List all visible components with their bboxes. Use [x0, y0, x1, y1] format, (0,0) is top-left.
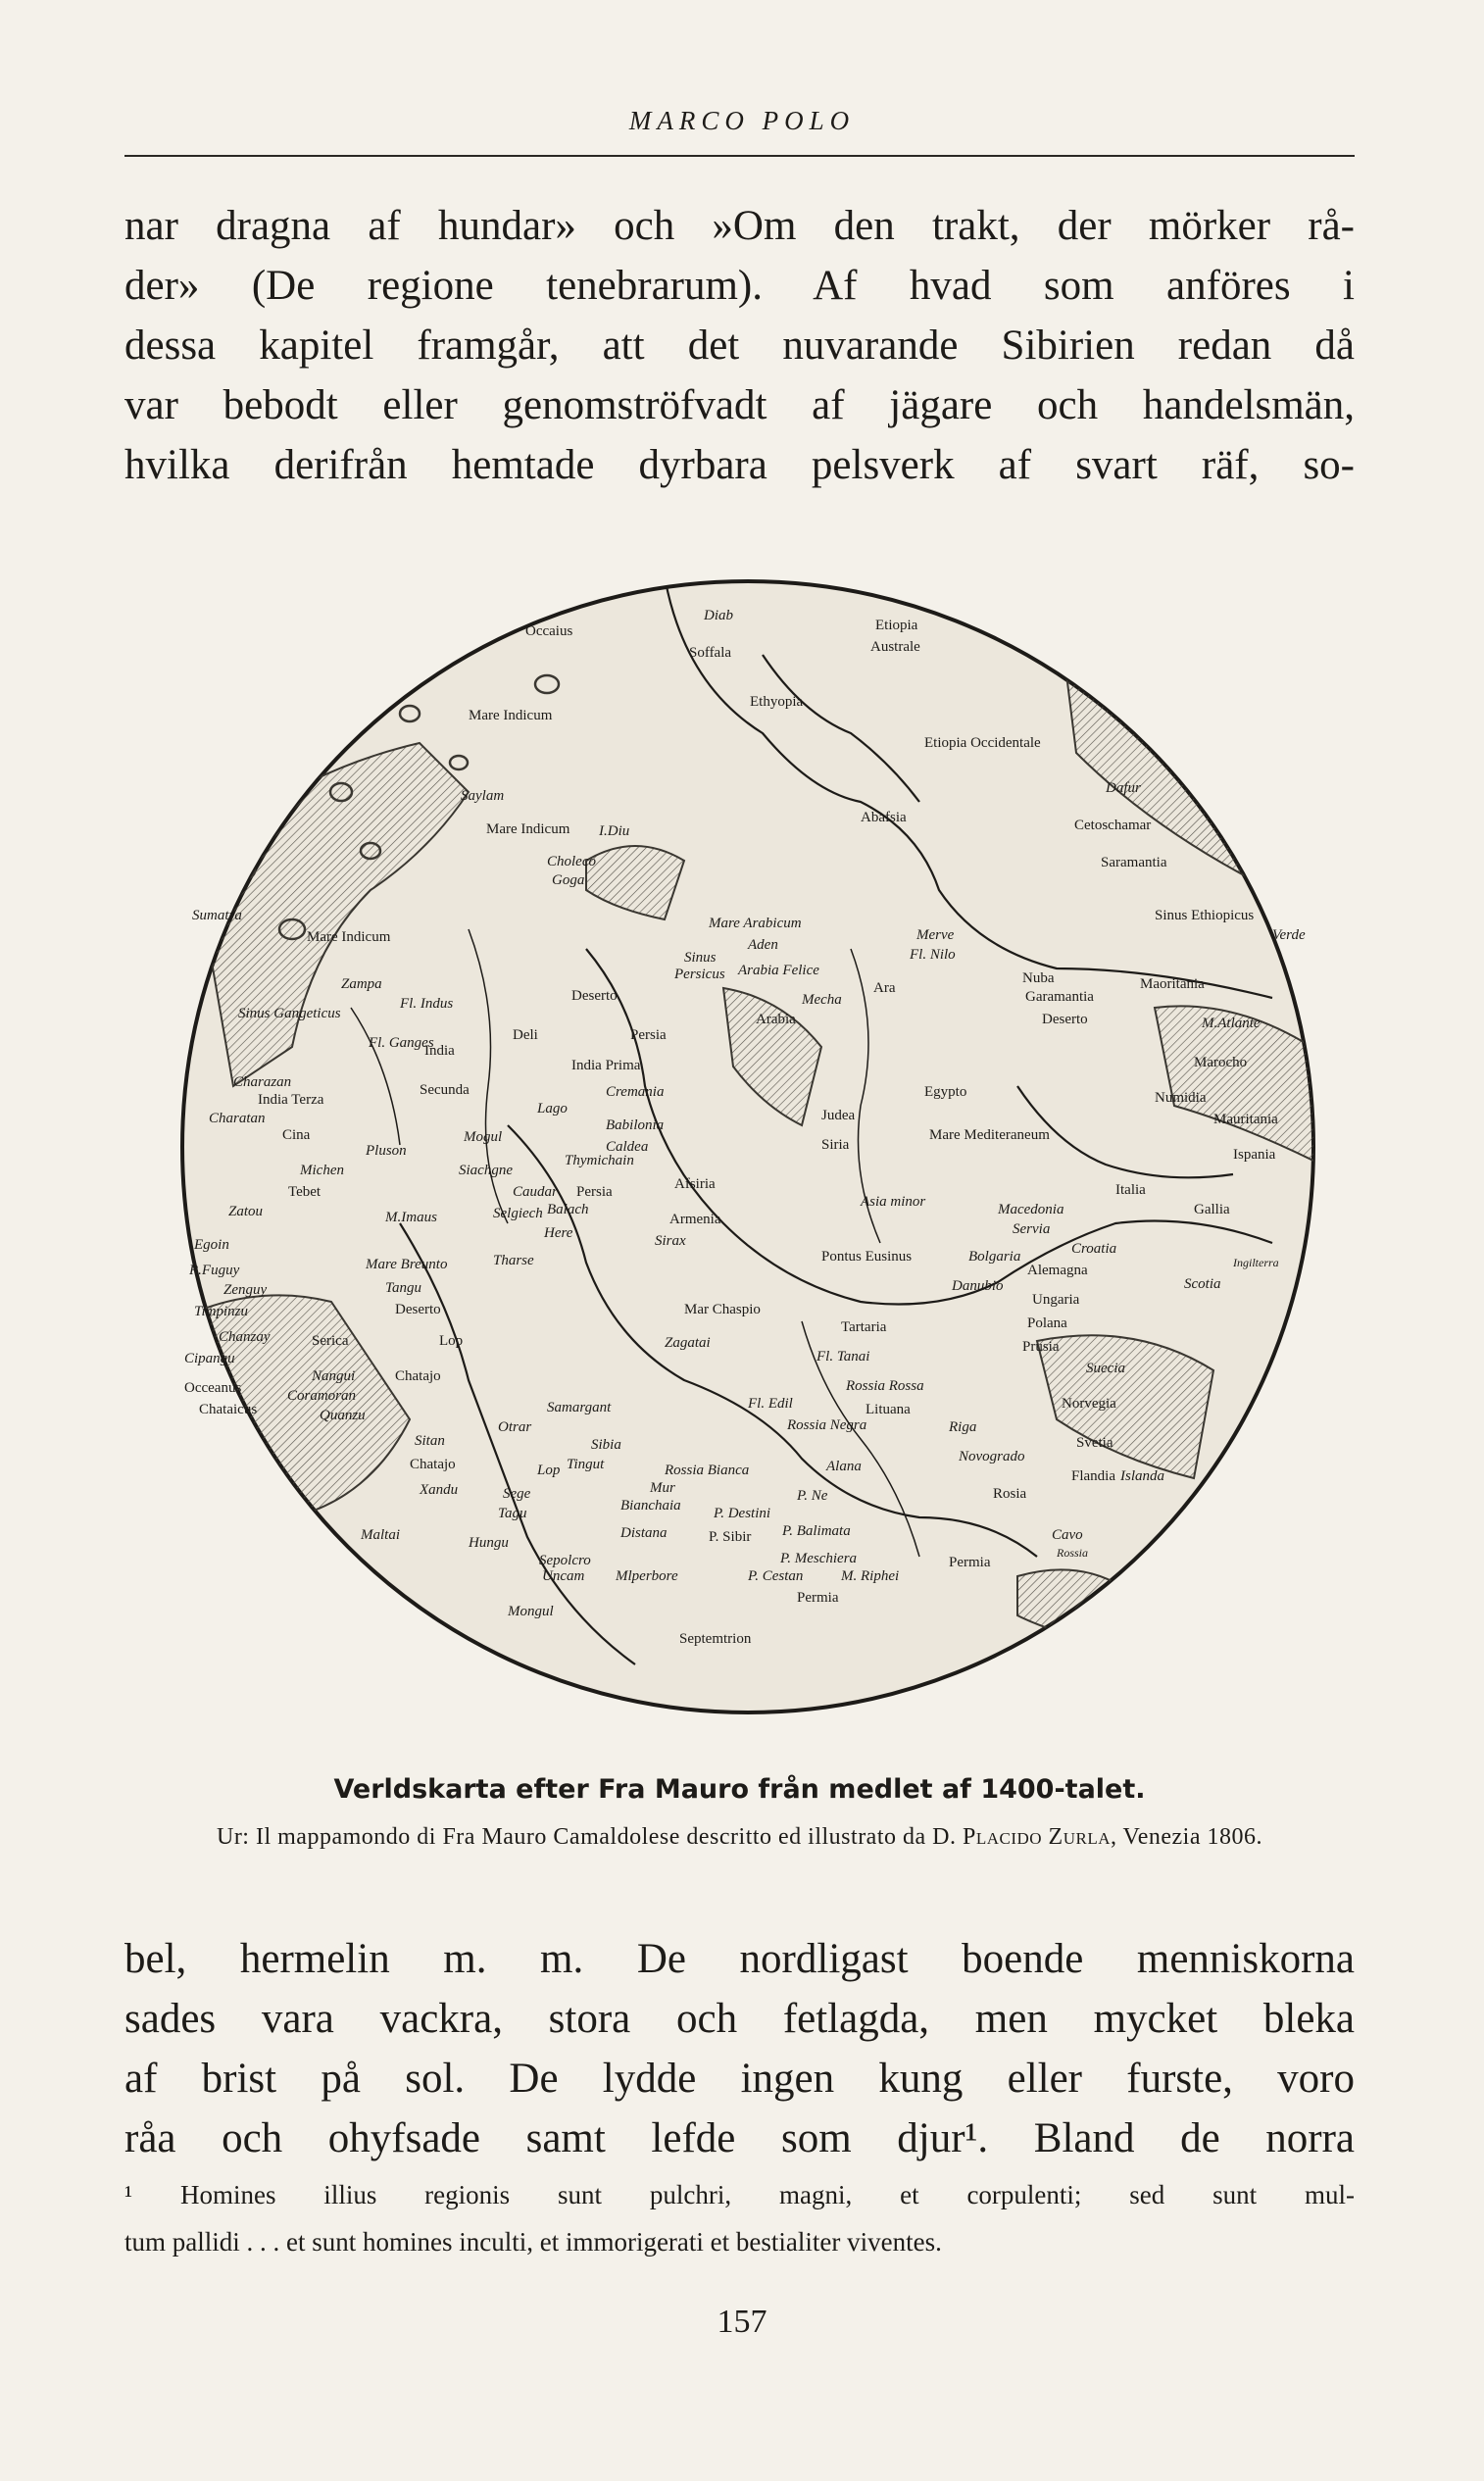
- map-label: Mare Breunto: [366, 1257, 448, 1272]
- map-label: Prusia: [1022, 1339, 1060, 1355]
- map-label: Scotia: [1184, 1276, 1221, 1292]
- map-label: Asia minor: [861, 1194, 926, 1210]
- map-label: Chatajo: [395, 1368, 441, 1384]
- map-label: Lop: [537, 1463, 561, 1478]
- map-label: Tagu: [498, 1506, 527, 1521]
- map-label: Sumatra: [192, 908, 242, 923]
- map-label: Mogul: [464, 1129, 503, 1145]
- map-label: Ispania: [1233, 1147, 1276, 1163]
- map-label: Macedonia: [998, 1202, 1064, 1217]
- map-label: Occaius: [525, 623, 573, 639]
- footnote-line: tum pallidi . . . et sunt homines inculti, et immorigerati et bestialiter viventes.: [124, 2227, 942, 2257]
- footnote-line: ¹ Homines illius regionis sunt pulchri, magni, et corpulenti; sed sunt mul-: [124, 2180, 1355, 2209]
- map-label: Sinus Gangeticus: [238, 1006, 341, 1021]
- map-label: Chataicus: [199, 1402, 258, 1417]
- map-label: Norvegia: [1062, 1396, 1116, 1412]
- map-label: Cina: [282, 1127, 311, 1143]
- map-label: Sinus Ethiopicus: [1155, 908, 1255, 923]
- map-label: Thymichain: [565, 1153, 634, 1168]
- map-label: Rossia Negra: [787, 1417, 867, 1433]
- caption-source-suffix: , Venezia 1806.: [1110, 1824, 1262, 1850]
- map-label: P. Balimata: [782, 1523, 851, 1539]
- text-line: nar dragna af hundar» och »Om den trakt, der mörker rå-: [124, 203, 1355, 249]
- map-label: Cremania: [606, 1084, 665, 1100]
- paragraph-top: [124, 196, 1355, 495]
- map-label: Goga: [552, 872, 585, 888]
- map-label: Tebet: [288, 1184, 322, 1200]
- map-label: Distana: [620, 1525, 668, 1541]
- map-label: Xandu: [420, 1482, 459, 1498]
- map-label: Mare Indicum: [469, 708, 553, 723]
- map-label: Croatia: [1071, 1241, 1117, 1257]
- map-label: Lop: [439, 1333, 464, 1349]
- paragraph-bottom: [124, 1929, 1355, 2168]
- map-label: Judea: [821, 1108, 856, 1123]
- map-label: Sinus: [684, 950, 717, 966]
- map-caption-source: [124, 1818, 1355, 1856]
- map-label: Here: [544, 1225, 573, 1241]
- map-label: Sibia: [591, 1437, 621, 1453]
- map-label: Mare Arabicum: [709, 916, 802, 931]
- map-label: Arabia Felice: [738, 963, 819, 978]
- map-label: Zenguy: [223, 1282, 268, 1298]
- map-label: Otrar: [498, 1419, 532, 1435]
- text-line: hvilka derifrån hemtade dyrbara pelsverk af svart räf, so-: [124, 442, 1355, 488]
- map-label: Quanzu: [320, 1408, 366, 1423]
- map-label: Egypto: [924, 1084, 967, 1100]
- map-label: Egoin: [194, 1237, 229, 1253]
- map-label: Deserto: [1042, 1012, 1088, 1027]
- map-label: Babilonia: [606, 1117, 665, 1133]
- map-label: Zatou: [228, 1204, 264, 1219]
- map-label: Mlperbore: [616, 1568, 678, 1584]
- map-label: Etiopia Occidentale: [924, 735, 1041, 751]
- map-label: P. Destini: [714, 1506, 771, 1521]
- map-label: Sirax: [655, 1233, 686, 1249]
- map-label: Saramantia: [1101, 855, 1167, 870]
- map-label: Sepolcro: [539, 1553, 591, 1568]
- map-label: P. Cestan: [748, 1568, 804, 1584]
- map-label: Timpinzu: [194, 1304, 249, 1319]
- map-label: Mecha: [802, 992, 842, 1008]
- map-label: Sege: [503, 1486, 531, 1502]
- map-label: Aden: [748, 937, 778, 953]
- map-label: Coramoran: [287, 1388, 357, 1404]
- running-head: MARCO POLO: [628, 106, 856, 135]
- map-label: Mare Mediteraneum: [929, 1127, 1050, 1143]
- map-label: P. Meschiera: [780, 1551, 858, 1566]
- map-label: India: [424, 1043, 455, 1059]
- map-label: Samargant: [547, 1400, 612, 1415]
- map-label: Mare Indicum: [486, 821, 570, 837]
- map-label: Persia: [576, 1184, 613, 1200]
- map-label: Alana: [826, 1459, 862, 1474]
- caption-source-prefix: Ur: Il mappamondo di Fra Mauro Camaldolese descritto ed illustrato da D.: [216, 1824, 957, 1850]
- map-label: Charazan: [233, 1074, 292, 1090]
- footnote: [124, 2171, 1355, 2265]
- map-label: Persia: [630, 1027, 667, 1043]
- map-label: Selgiech: [493, 1206, 543, 1221]
- map-label: Garamantia: [1025, 989, 1094, 1005]
- map-label: Charatan: [209, 1111, 266, 1126]
- text-line: dessa kapitel framgår, att det nuvarande Sibirien redan då: [124, 323, 1355, 369]
- text-line: der» (De regione tenebrarum). Af hvad som anföres i: [124, 263, 1355, 309]
- map-label: Serica: [312, 1333, 349, 1349]
- map-label: Zagatai: [665, 1335, 711, 1351]
- map-label: R.Fuguy: [189, 1263, 240, 1278]
- map-label: Servia: [1013, 1221, 1051, 1237]
- map-label: Marocho: [1194, 1055, 1248, 1070]
- map-label: Rossia: [1057, 1546, 1089, 1560]
- map-label: Abafsia: [861, 810, 907, 825]
- map-label: Bianchaia: [620, 1498, 681, 1513]
- map-label: Danubio: [952, 1278, 1004, 1294]
- map-label: Armenia: [669, 1212, 721, 1227]
- map-label: Caldea: [606, 1139, 649, 1155]
- map-label: Mur: [650, 1480, 675, 1496]
- map-label: M.Atlante: [1202, 1016, 1261, 1031]
- map-label: I.Diu: [599, 823, 630, 839]
- map-label: Alemagna: [1027, 1263, 1088, 1278]
- map-label: Persicus: [674, 967, 725, 982]
- map-label: Choleco: [547, 854, 596, 869]
- map-label: Rosia: [993, 1486, 1027, 1502]
- header-rule: [124, 155, 1355, 157]
- map-label: Italia: [1115, 1182, 1146, 1198]
- map-label: Islanda: [1120, 1468, 1164, 1484]
- text-line: råa och ohyfsade samt lefde som djur¹. Bland de norra: [124, 2115, 1355, 2161]
- map-label: Deli: [513, 1027, 538, 1043]
- map-label: Afsiria: [674, 1176, 716, 1192]
- map-label: Etiopia: [875, 618, 918, 633]
- map-label: Cavo: [1052, 1527, 1083, 1543]
- map-caption-title: Verldskarta efter Fra Mauro från medlet af 1400-talet.: [333, 1774, 1146, 1805]
- map-label: M. Riphei: [841, 1568, 900, 1584]
- text-line: sades vara vackra, stora och fetlagda, men mycket bleka: [124, 1996, 1355, 2042]
- map-label: Ingilterra: [1233, 1256, 1279, 1269]
- map-label: Verde: [1272, 927, 1306, 943]
- map-label: Rossia Rossa: [846, 1378, 924, 1394]
- map-label: Pontus Eusinus: [821, 1249, 913, 1265]
- map-label: Permia: [797, 1590, 839, 1606]
- map-label: Soffala: [689, 645, 732, 661]
- map-label: Cetoschamar: [1074, 818, 1152, 833]
- text-line: bel, hermelin m. m. De nordligast boende menniskorna: [124, 1936, 1355, 1982]
- map-label: Michen: [300, 1163, 344, 1178]
- map-label: Tangu: [385, 1280, 421, 1296]
- map-label: Occeanus: [184, 1380, 242, 1396]
- world-map-illustration: [174, 537, 1321, 1758]
- map-label: Chatajo: [410, 1457, 456, 1472]
- map-label: Riga: [949, 1419, 977, 1435]
- page-number: 157: [717, 2304, 767, 2340]
- map-label: Bolgaria: [968, 1249, 1021, 1265]
- map-label: Gallia: [1194, 1202, 1230, 1217]
- map-label: Fl. Ganges: [369, 1035, 434, 1051]
- map-label: Nuba: [1022, 970, 1055, 986]
- map-label: Caudar: [513, 1184, 558, 1200]
- map-label: Mar Chaspio: [684, 1302, 761, 1317]
- map-label: Diab: [704, 608, 733, 623]
- map-label: Deserto: [571, 988, 618, 1004]
- map-label: P. Sibir: [709, 1529, 752, 1545]
- map-label: Secunda: [420, 1082, 470, 1098]
- text-line: var bebodt eller genomströfvadt af jägare och handelsmän,: [124, 382, 1355, 428]
- map-label: Tingut: [567, 1457, 605, 1472]
- text-line: af brist på sol. De lydde ingen kung eller furste, voro: [124, 2056, 1355, 2102]
- map-label: Chanzay: [219, 1329, 271, 1345]
- map-label: Ara: [873, 980, 896, 996]
- map-label: Septemtrion: [679, 1631, 752, 1647]
- map-label: Zampa: [341, 976, 382, 992]
- map-label: Fl. Tanai: [816, 1349, 870, 1365]
- map-label: Sitan: [415, 1433, 445, 1449]
- map-label: Hungu: [469, 1535, 509, 1551]
- map-label: Maltai: [361, 1527, 400, 1543]
- map-label: Saylam: [461, 788, 505, 804]
- map-label: Nangui: [312, 1368, 356, 1384]
- map-label: Balach: [547, 1202, 589, 1217]
- map-label: Arabia: [756, 1012, 796, 1027]
- fra-mauro-map: [174, 537, 1321, 1758]
- map-label: Mauritania: [1213, 1112, 1278, 1127]
- map-label: Cipangu: [184, 1351, 235, 1366]
- map-label: Ungaria: [1032, 1292, 1080, 1308]
- map-label: Pluson: [366, 1143, 407, 1159]
- map-label: Uncam: [542, 1568, 585, 1584]
- map-label: Tharse: [493, 1253, 534, 1268]
- map-label: Novogrado: [959, 1449, 1025, 1464]
- map-label: Mongul: [508, 1604, 554, 1619]
- map-label: M.Imaus: [385, 1210, 437, 1225]
- map-label: Suecia: [1086, 1361, 1125, 1376]
- map-label: Rossia Bianca: [665, 1463, 750, 1478]
- map-label: Ethyopia: [750, 694, 804, 710]
- map-label: P. Ne: [797, 1488, 828, 1504]
- caption-author: Placido Zurla: [962, 1824, 1111, 1850]
- map-label: Tartaria: [841, 1319, 887, 1335]
- map-label: Fl. Indus: [400, 996, 454, 1012]
- map-label: Fl. Nilo: [910, 947, 956, 963]
- map-label: Numidia: [1155, 1090, 1207, 1106]
- map-label: Lago: [537, 1101, 568, 1116]
- map-label: Maoritania: [1140, 976, 1205, 992]
- map-label: Siachgne: [459, 1163, 513, 1178]
- map-label: Mare Indicum: [307, 929, 391, 945]
- map-label: Flandia: [1071, 1468, 1115, 1484]
- map-label: India Prima: [571, 1058, 641, 1073]
- map-label: Dafur: [1106, 780, 1141, 796]
- map-label: Permia: [949, 1555, 991, 1570]
- map-label: India Terza: [258, 1092, 324, 1108]
- map-label: Siria: [821, 1137, 850, 1153]
- map-label: Lituana: [866, 1402, 911, 1417]
- map-label: Polana: [1027, 1315, 1067, 1331]
- map-label: Merve: [916, 927, 955, 943]
- map-label: Deserto: [395, 1302, 441, 1317]
- map-label: Svetia: [1076, 1435, 1113, 1451]
- map-label: Australe: [870, 639, 920, 655]
- map-label: Fl. Edil: [748, 1396, 793, 1412]
